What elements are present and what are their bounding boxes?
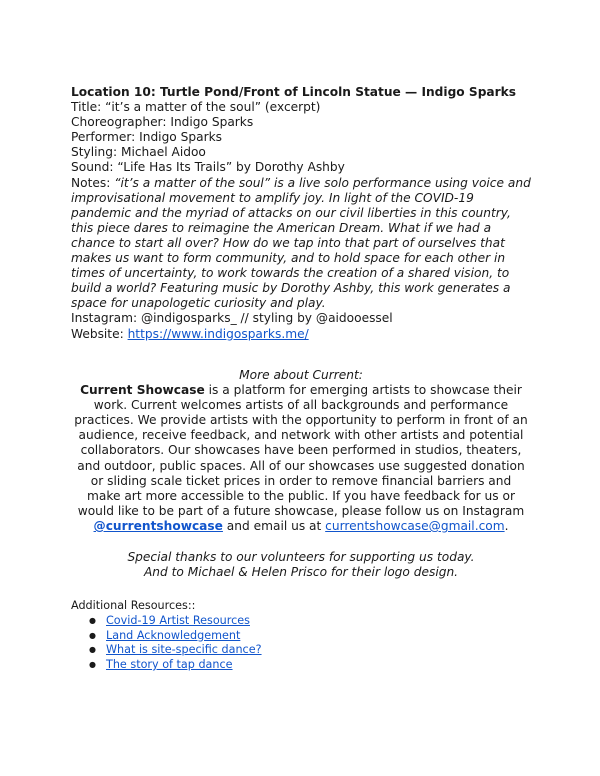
about-line-2: practices. We provide artists with the opportunity to perform in front of an bbox=[74, 413, 528, 428]
list-item bbox=[89, 643, 531, 658]
notes-line-7: build a world? Featuring music by Dorothy Ashby, this work generates a bbox=[71, 281, 511, 296]
styling-value: Michael Aidoo bbox=[120, 145, 206, 160]
email-link[interactable]: currentshowcase@gmail.com bbox=[325, 518, 505, 533]
notes-line-1: improvisational movement to amplify joy. In light of the COVID-19 bbox=[71, 190, 474, 205]
performer-value: Indigo Sparks bbox=[139, 130, 222, 145]
org-name: Current Showcase bbox=[80, 383, 205, 398]
resource-link-site-specific[interactable]: What is site-specific dance? bbox=[106, 643, 262, 657]
email-intro: and email us at bbox=[222, 518, 326, 533]
notes-line-4: chance to start all over? How do we tap into that part of ourselves that bbox=[71, 235, 505, 250]
choreographer-value: Indigo Sparks bbox=[170, 115, 254, 130]
instagram-label: Instagram: bbox=[71, 311, 138, 326]
performer-label: Performer: bbox=[71, 130, 136, 145]
notes-line-0 bbox=[71, 176, 531, 191]
instagram-value: @indigosparks_ // styling by @aidooessel bbox=[140, 311, 393, 326]
about-text-0: is a platform for emerging artists to showcase their bbox=[204, 383, 522, 398]
website-label: Website: bbox=[71, 326, 124, 341]
about-heading: More about Current: bbox=[239, 368, 363, 382]
about-line-9 bbox=[71, 519, 531, 534]
notes-line-8: space for unapologetic curiosity and play. bbox=[71, 296, 326, 311]
styling-line bbox=[71, 145, 531, 160]
about-line-7: make art more accessible to the public. If you have feedback for us or bbox=[87, 488, 515, 503]
sound-label: Sound: bbox=[71, 160, 114, 175]
title-value: “it’s a matter of the soul” (excerpt) bbox=[105, 100, 321, 115]
performance-entry bbox=[71, 85, 531, 342]
resource-link-covid[interactable]: Covid-19 Artist Resources bbox=[106, 614, 250, 628]
performer-line bbox=[71, 130, 531, 145]
resources-title: Additional Resources:: bbox=[71, 599, 196, 612]
thanks-line-1: Special thanks to our volunteers for supporting us today. bbox=[127, 550, 475, 564]
list-item bbox=[89, 614, 531, 629]
sound-line bbox=[71, 160, 531, 175]
title-label: Title: bbox=[71, 100, 102, 115]
website-link[interactable]: https://www.indigosparks.me/ bbox=[127, 326, 309, 341]
about-line-8: would like to be part of a future showcase, please follow us on Instagram bbox=[77, 503, 525, 518]
resources-list bbox=[71, 614, 531, 672]
styling-label: Styling: bbox=[71, 145, 118, 160]
about-line-5: and outdoor, public spaces. All of our showcases use suggested donation bbox=[77, 458, 525, 473]
website-line bbox=[71, 327, 531, 342]
entry-heading: Location 10: Turtle Pond/Front of Lincoln Statue — Indigo Sparks bbox=[71, 85, 517, 99]
about-line-3: audience, receive feedback, and network with other artists and potential bbox=[78, 428, 524, 443]
about-line-4: collaborators. Our showcases have been performed in studios, theaters, bbox=[80, 443, 522, 458]
resource-link-tap[interactable]: The story of tap dance bbox=[106, 657, 233, 671]
resource-link-land[interactable]: Land Acknowledgement bbox=[106, 628, 241, 642]
list-item bbox=[89, 629, 531, 644]
notes-line-2: pandemic and the myriad of attacks on our civil liberties in this country, bbox=[71, 205, 511, 220]
notes-text-0: “it’s a matter of the soul” is a live solo performance using voice and bbox=[114, 175, 531, 190]
about-line-1: work. Current welcomes artists of all backgrounds and performance bbox=[93, 398, 509, 413]
instagram-line bbox=[71, 311, 531, 326]
notes-label: Notes: bbox=[71, 175, 111, 190]
notes-line-3: this piece dares to reimagine the American Dream. What if we had a bbox=[71, 220, 492, 235]
sound-value: “Life Has Its Trails” by Dorothy Ashby bbox=[117, 160, 345, 175]
email-end: . bbox=[504, 518, 509, 533]
about-line-6: or sliding scale ticket prices in order to remove financial barriers and bbox=[90, 473, 512, 488]
choreographer-line bbox=[71, 115, 531, 130]
thanks-line-2: And to Michael & Helen Prisco for their logo design. bbox=[143, 565, 459, 580]
notes-line-5: makes us want to form community, and to hold space for each other in bbox=[71, 251, 506, 266]
list-item bbox=[89, 658, 531, 673]
additional-resources bbox=[71, 598, 531, 672]
thanks-section bbox=[71, 550, 531, 580]
notes-line-6: times of uncertainty, to work towards the creation of a shared vision, to bbox=[71, 266, 510, 281]
about-line-0 bbox=[71, 383, 531, 398]
about-section bbox=[71, 368, 531, 534]
instagram-handle-link[interactable]: @currentshowcase bbox=[93, 518, 223, 533]
choreographer-label: Choreographer: bbox=[71, 115, 167, 130]
title-line bbox=[71, 100, 531, 115]
